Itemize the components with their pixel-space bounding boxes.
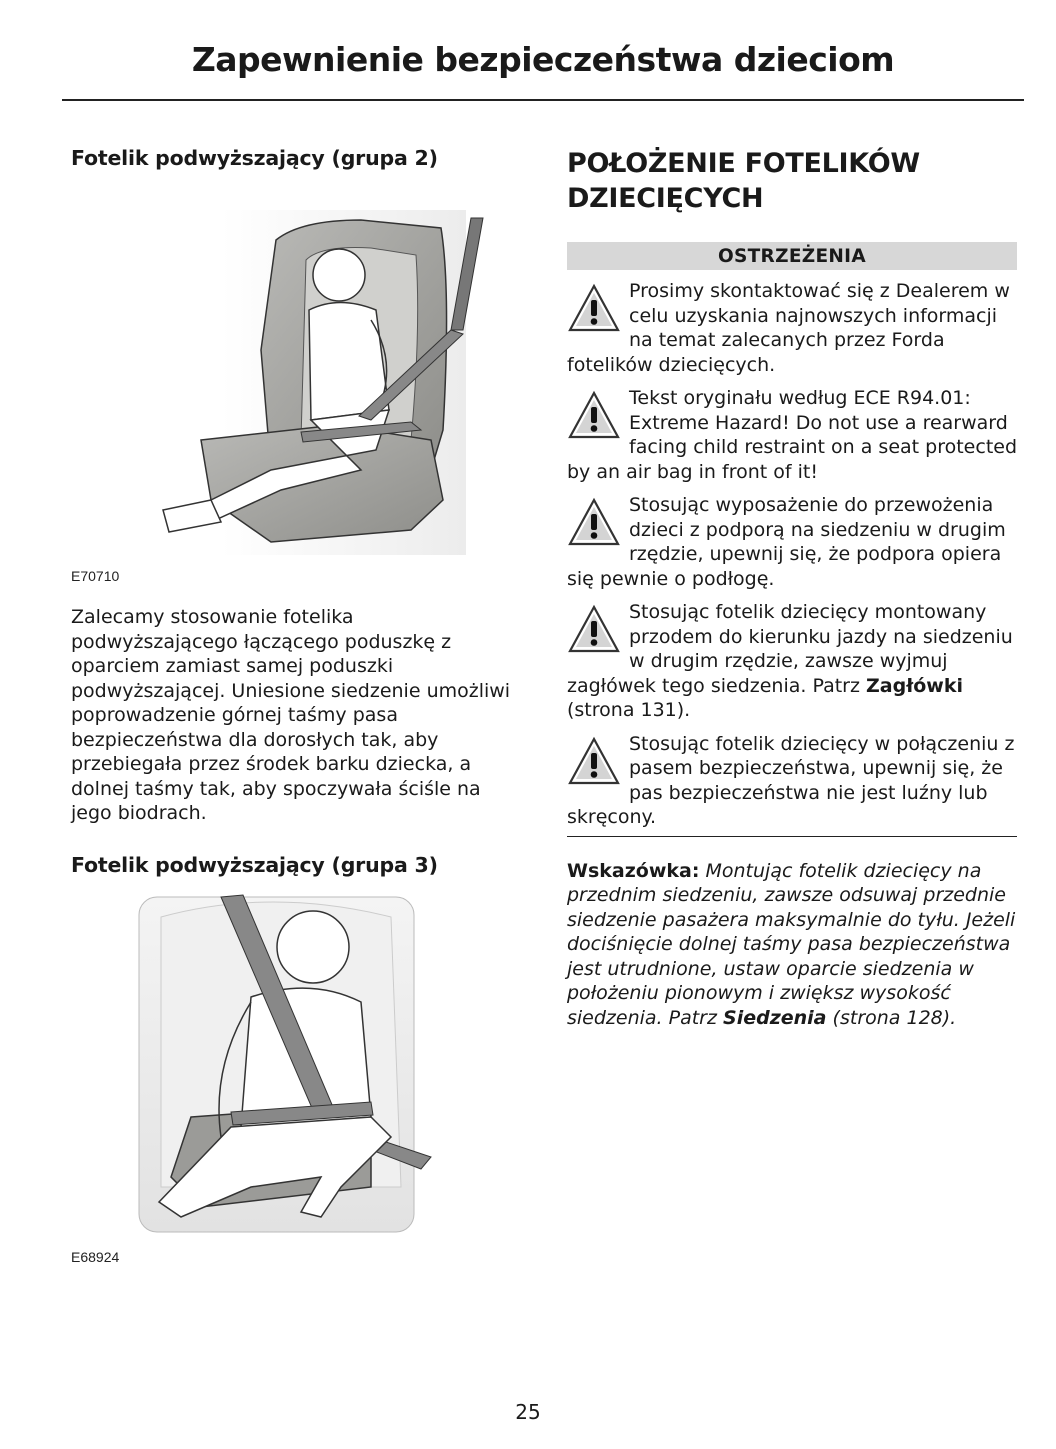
booster-cushion-illustration (71, 887, 511, 1259)
section-heading: POŁOŻENIE FOTELIKÓW DZIECIĘCYCH (567, 148, 920, 214)
recommendation-paragraph: Zalecamy stosowanie fotelika podwyższającego łączącego poduszkę z oparciem zamiast samej poduszki podwyższającej. Uniesione siedzenie umożliwi poprowadzenie górnej taśmy pasa bezpieczeństwa dla dorosłych tak, aby przebiegała przez środek barku dziecka, a dolnej taśmy tak, aby spoczywała ściśle na jego biodrach. (71, 606, 511, 824)
warning-triangle-icon (567, 736, 621, 786)
note-text-tail: (strona 128). (826, 1006, 957, 1029)
figure-group2 (71, 170, 511, 584)
warnings-list (567, 279, 1017, 837)
warning-text-tail: (strona 131). (567, 699, 691, 721)
warning-triangle-icon (567, 604, 621, 654)
figure-group3 (71, 877, 511, 1277)
note-label: Wskazówka: (567, 859, 700, 882)
page-number: 25 (515, 1400, 541, 1424)
warning-text: Stosując wyposażenie do przewożenia dzieci z podporą na siedzeniu w drugim rzędzie, upewnij się, że podpora opiera się pewnie o podłogę. (567, 494, 1006, 590)
warning-text: Stosując fotelik dziecięcy montowany przodem do kierunku jazdy na siedzeniu w drugim rzędzie, zawsze wyjmuj zagłówek tego siedzenia. Patrz (567, 601, 1013, 697)
left-column (71, 146, 511, 1277)
page-title: Zapewnienie bezpieczeństwa dzieciom (191, 40, 895, 79)
warnings-title: OSTRZEŻENIA (567, 242, 1017, 270)
warning-item (567, 732, 1017, 830)
warning-item (567, 600, 1017, 723)
note-text: Montując fotelik dziecięcy na przednim siedzeniu, zawsze odsuwaj przednie siedzenie pasażera maksymalnie do tyłu. Jeżeli dociśnięcie dolnej taśmy pasa bezpieczeństwa jest utrudnione, ustaw oparcie siedzenia w położeniu pionowym i zwiększ wysokość siedzenia. Patrz (567, 859, 1016, 1029)
booster-seat-with-backrest-illustration (71, 170, 511, 558)
warning-triangle-icon (567, 497, 621, 547)
warning-text: Tekst oryginału według ECE R94.01: Extreme Hazard! Do not use a rearward facing child restraint on a seat protected by an air bag in front of it! (567, 387, 1018, 483)
warning-item (567, 493, 1017, 591)
cross-reference-link[interactable]: Siedzenia (723, 1006, 827, 1029)
title-divider (62, 99, 1024, 101)
group3-heading: Fotelik podwyższający (grupa 3) (71, 852, 438, 877)
note-paragraph (567, 859, 1017, 1031)
right-column (567, 146, 1017, 1030)
figure-code: E68924 (71, 1248, 120, 1265)
group2-heading: Fotelik podwyższający (grupa 2) (71, 146, 438, 170)
warning-triangle-icon (567, 283, 621, 333)
cross-reference-link[interactable]: Zagłówki (866, 674, 964, 697)
warning-triangle-icon (567, 390, 621, 440)
figure-code: E70710 (71, 568, 120, 584)
warning-text: Stosując fotelik dziecięcy w połączeniu z pasem bezpieczeństwa, upewnij się, że pas bezpieczeństwa nie jest luźny lub skręcony. (567, 732, 1015, 828)
warning-item (567, 279, 1017, 377)
warning-text: Prosimy skontaktować się z Dealerem w celu uzyskania najnowszych informacji na temat zalecanych przez Forda fotelików dziecięcych. (567, 280, 1010, 376)
warning-item (567, 386, 1017, 484)
